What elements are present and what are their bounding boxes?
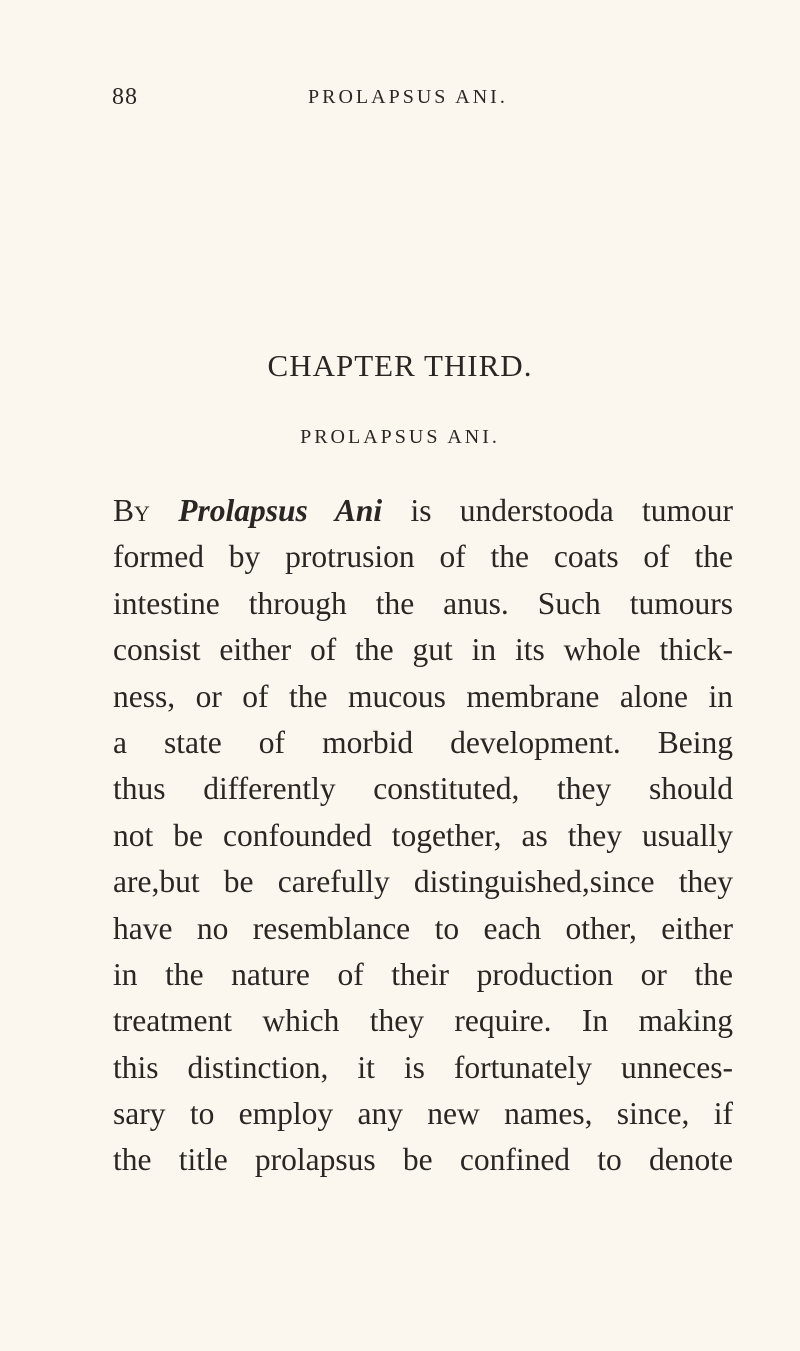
running-head xyxy=(112,84,712,118)
first-line-rest: is understooda tumour xyxy=(410,493,734,528)
text-line: intestine through the anus. Such tumours xyxy=(113,585,733,621)
running-title: PROLAPSUS ANI. xyxy=(308,86,508,108)
text-line: are,but be carefully distinguished,since they xyxy=(113,864,733,900)
text-line: ness, or of the mucous membrane alone in xyxy=(113,678,733,714)
page-number: 88 xyxy=(112,84,138,110)
text-line-1 xyxy=(113,488,733,534)
text-line: treatment which they require. In making xyxy=(113,1003,733,1039)
section-title: PROLAPSUS ANI. xyxy=(300,426,500,448)
body-paragraph xyxy=(113,488,733,1184)
text-line: have no resemblance to each other, either xyxy=(113,910,733,946)
text-line: a state of morbid development. Being xyxy=(113,724,733,760)
defined-term: Prolapsus Ani xyxy=(178,493,383,528)
text-line: formed by protrusion of the coats of the xyxy=(113,539,733,575)
text-line: thus differently constituted, they should xyxy=(113,771,733,807)
text-line: in the nature of their production or the xyxy=(113,956,733,992)
opening-word: By xyxy=(113,493,150,528)
chapter-title: CHAPTER THIRD. xyxy=(267,348,533,383)
text-line: not be confounded together, as they usually xyxy=(113,817,733,853)
text-line: this distinction, it is fortunately unneces- xyxy=(113,1049,733,1085)
text-line: consist either of the gut in its whole thick- xyxy=(113,632,733,668)
text-line: sary to employ any new names, since, if xyxy=(113,1096,733,1132)
text-line: the title prolapsus be confined to denote xyxy=(113,1142,733,1178)
